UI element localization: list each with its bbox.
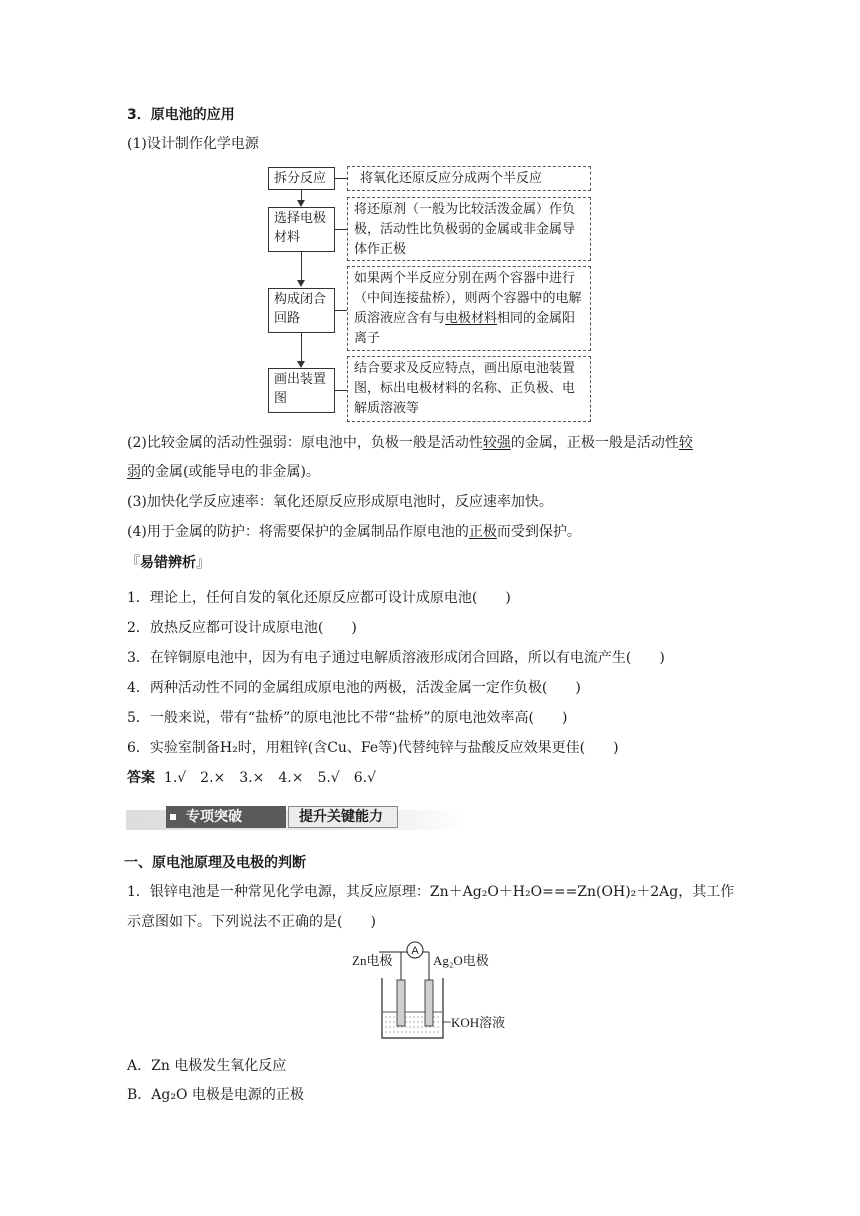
- list-item: 6．实验室制备H₂时，用粗锌(含Cu、Fe等)代替纯锌与盐酸反应效果更佳( ): [127, 740, 619, 756]
- question-line1: 1．银锌电池是一种常见化学电源，其反应原理：Zn＋Ag₂O＋H₂O===Zn(OH)₂＋2Ag，其工作: [127, 884, 735, 900]
- banner-right: 提升关键能力: [288, 806, 398, 828]
- flow-step-3: 构成闭合 回路: [268, 288, 335, 333]
- option-a: A．Zn 电极发生氧化反应: [127, 1058, 287, 1074]
- list-item: 1．理论上，任何自发的氧化还原反应都可设计成原电池( ): [127, 590, 511, 606]
- para-2-line2: 弱的金属(或能导电的非金属)。: [127, 464, 320, 480]
- error-analysis-tag: 『易错辨析』: [126, 555, 210, 571]
- para-4: (4)用于金属的防护：将需要保护的金属制品作原电池的正极而受到保护。: [127, 524, 581, 540]
- list-item: 3．在锌铜原电池中，因为有电子通过电解质溶液形成闭合回路，所以有电流产生( ): [127, 650, 665, 666]
- para-2-line1: (2)比较金属的活动性强弱：原电池中，负极一般是活动性较强的金属，正极一般是活动性较: [127, 435, 693, 451]
- flow-step-1: 拆分反应: [268, 167, 335, 190]
- para-3: (3)加快化学反应速率：氧化还原反应形成原电池时，反应速率加快。: [127, 494, 553, 510]
- list-item: 5．一般来说，带有“盐桥”的原电池比不带“盐桥”的原电池效率高( ): [127, 710, 568, 726]
- solution-label: KOH溶液: [451, 1015, 506, 1030]
- list-item: 2．放热反应都可设计成原电池( ): [127, 620, 357, 636]
- flow-desc-2: 将还原剂（一般为比较活泼金属）作负极，活动性比负极弱的金属或非金属导体作正极: [347, 197, 591, 261]
- subheading-design: (1)设计制作化学电源: [127, 136, 259, 152]
- battery-diagram: [340, 938, 530, 1048]
- ag-electrode: [425, 980, 433, 1026]
- banner-left: 专项突破: [166, 806, 286, 828]
- square-icon: [170, 814, 176, 820]
- flow-step-2: 选择电极 材料: [268, 207, 335, 252]
- flow-desc-1: 将氧化还原反应分成两个半反应: [347, 166, 591, 191]
- answer-line: 答案 1.√ 2.× 3.× 4.× 5.√ 6.√: [127, 770, 377, 786]
- zn-electrode: [397, 980, 405, 1026]
- section-title: 一、原电池原理及电极的判断: [124, 855, 306, 871]
- ag-label: Ag₂O电极: [433, 953, 489, 968]
- section-heading: 3．原电池的应用: [127, 107, 235, 123]
- option-b: B．Ag₂O 电极是电源的正极: [127, 1087, 304, 1103]
- flow-desc-3: 如果两个半反应分别在两个容器中进行（中间连接盐桥），则两个容器中的电解质溶液应含有与电极材料相同的金属阳离子: [347, 266, 591, 351]
- question-line2: 示意图如下。下列说法不正确的是( ): [127, 914, 376, 930]
- svg-text:A: A: [411, 945, 419, 957]
- flow-step-4: 画出装置 图: [268, 368, 335, 413]
- flow-desc-4: 结合要求及反应特点，画出原电池装置图，标出电极材料的名称、正负极、电解质溶液等: [347, 356, 591, 422]
- list-item: 4．两种活动性不同的金属组成原电池的两极，活泼金属一定作负极( ): [127, 680, 581, 696]
- zn-label: Zn电极: [352, 953, 393, 968]
- section-banner: [126, 806, 466, 830]
